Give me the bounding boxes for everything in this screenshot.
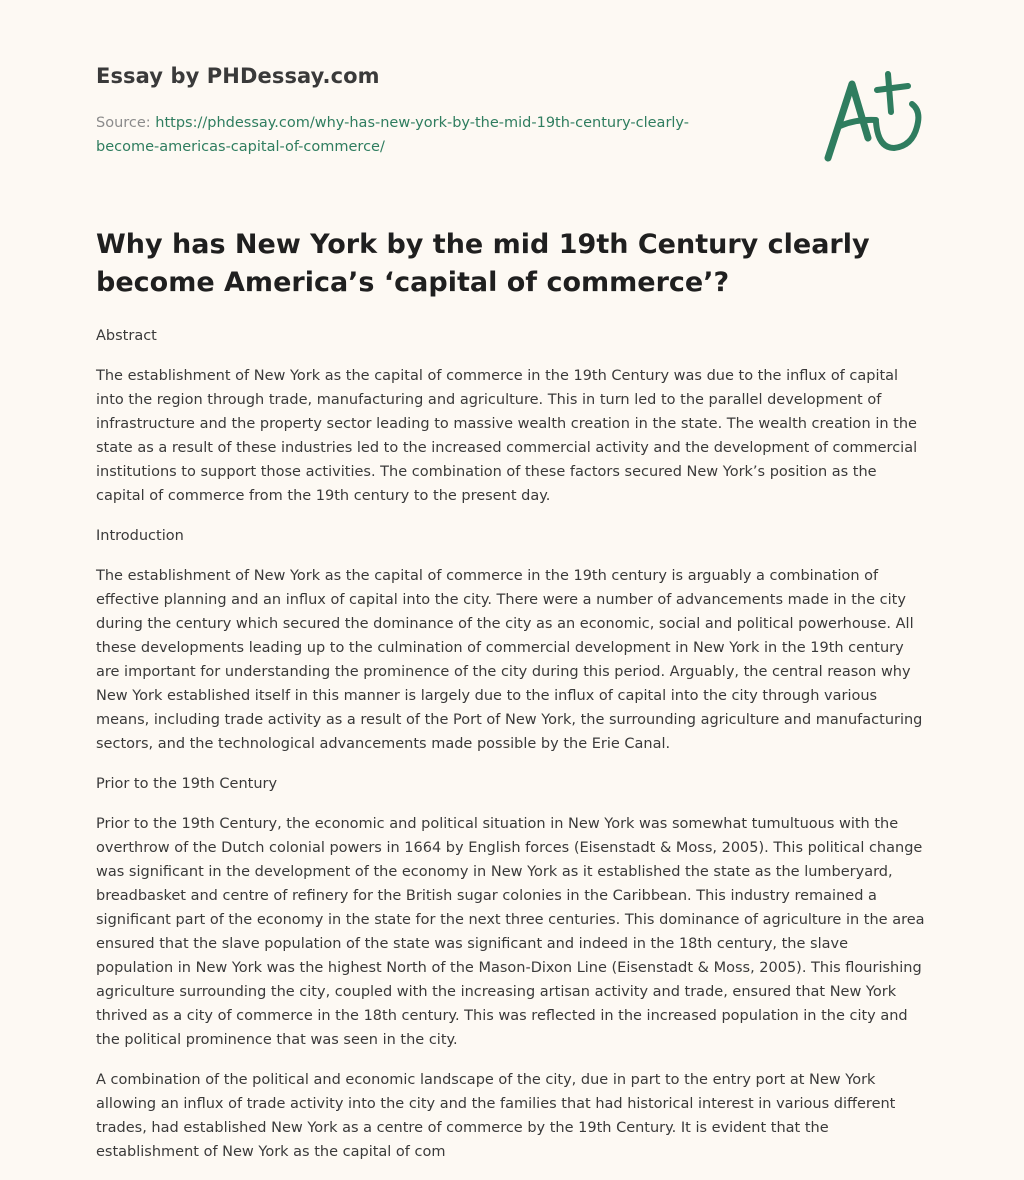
essay-title: Why has New York by the mid 19th Century clearly become America’s ‘capital of commerce’? bbox=[96, 229, 870, 298]
essay-body bbox=[96, 324, 928, 1180]
site-brand: Essay by PHDessay.com bbox=[96, 64, 380, 88]
section-heading-abstract: Abstract bbox=[96, 328, 157, 344]
paragraph: The establishment of New York as the capital of commerce in the 19th Century was due to the influx of capital into the region through trade, manufacturing and agriculture. This in turn led to the parallel development of infrastructure and the property sector leading to massive wealth creation in the state. The wealth creation in the state as a result of these industries led to the increased commercial activity and the development of commercial institutions to support those activities. The combination of these factors secured New York’s position as the capital of commerce from the 19th century to the present day. bbox=[96, 368, 918, 504]
paragraph: Prior to the 19th Century, the economic and political situation in New York was somewhat tumultuous with the overthrow of the Dutch colonial powers in 1664 by English forces (Eisenstadt & Moss, 2005). This political change was significant in the development of the economy in New York as it established the state as the lumberyard, breadbasket and centre of refinery for the British sugar colonies in the Caribbean. This industry remained a significant part of the economy in the state for the next three centuries. This dominance of agriculture in the area ensured that the slave population of the state was significant and indeed in the 18th century, the slave population in New York was the highest North of the Mason-Dixon Line (Eisenstadt & Moss, 2005). This flourishing agriculture surrounding the city, coupled with the increasing artisan activity and trade, ensured that New York thrived as a city of commerce in the 18th century. This was reflected in the increased population in the city and the political prominence that was seen in the city. bbox=[96, 816, 925, 1048]
paragraph: A combination of the political and economic landscape of the city, due in part to the entry port at New York allowing an influx of trade activity into the city and the families that had historical interest in various different trades, had established New York as a centre of commerce by the 19th Century. It is evident that the establishment of New York as the capital of com bbox=[96, 1072, 896, 1160]
source-line bbox=[96, 111, 736, 159]
source-label: Source: bbox=[96, 115, 156, 131]
a-plus-logo-icon bbox=[818, 64, 930, 168]
source-link[interactable]: https://phdessay.com/why-has-new-york-by-the-mid-19th-century-clearly-become-americas-capital-of-commerce/ bbox=[96, 115, 689, 155]
section-heading-introduction: Introduction bbox=[96, 528, 184, 544]
paragraph: The establishment of New York as the capital of commerce in the 19th century is arguably a combination of effective planning and an influx of capital into the city. There were a number of advancements made in the city during the century which secured the dominance of the city as an economic, social and political powerhouse. All these developments leading up to the culmination of commercial development in New York in the 19th century are important for understanding the prominence of the city during this period. Arguably, the central reason why New York established itself in this manner is largely due to the influx of capital into the city through various means, including trade activity as a result of the Port of New York, the surrounding agriculture and manufacturing sectors, and the technological advancements made possible by the Erie Canal. bbox=[96, 568, 923, 752]
section-heading-prior: Prior to the 19th Century bbox=[96, 776, 278, 792]
